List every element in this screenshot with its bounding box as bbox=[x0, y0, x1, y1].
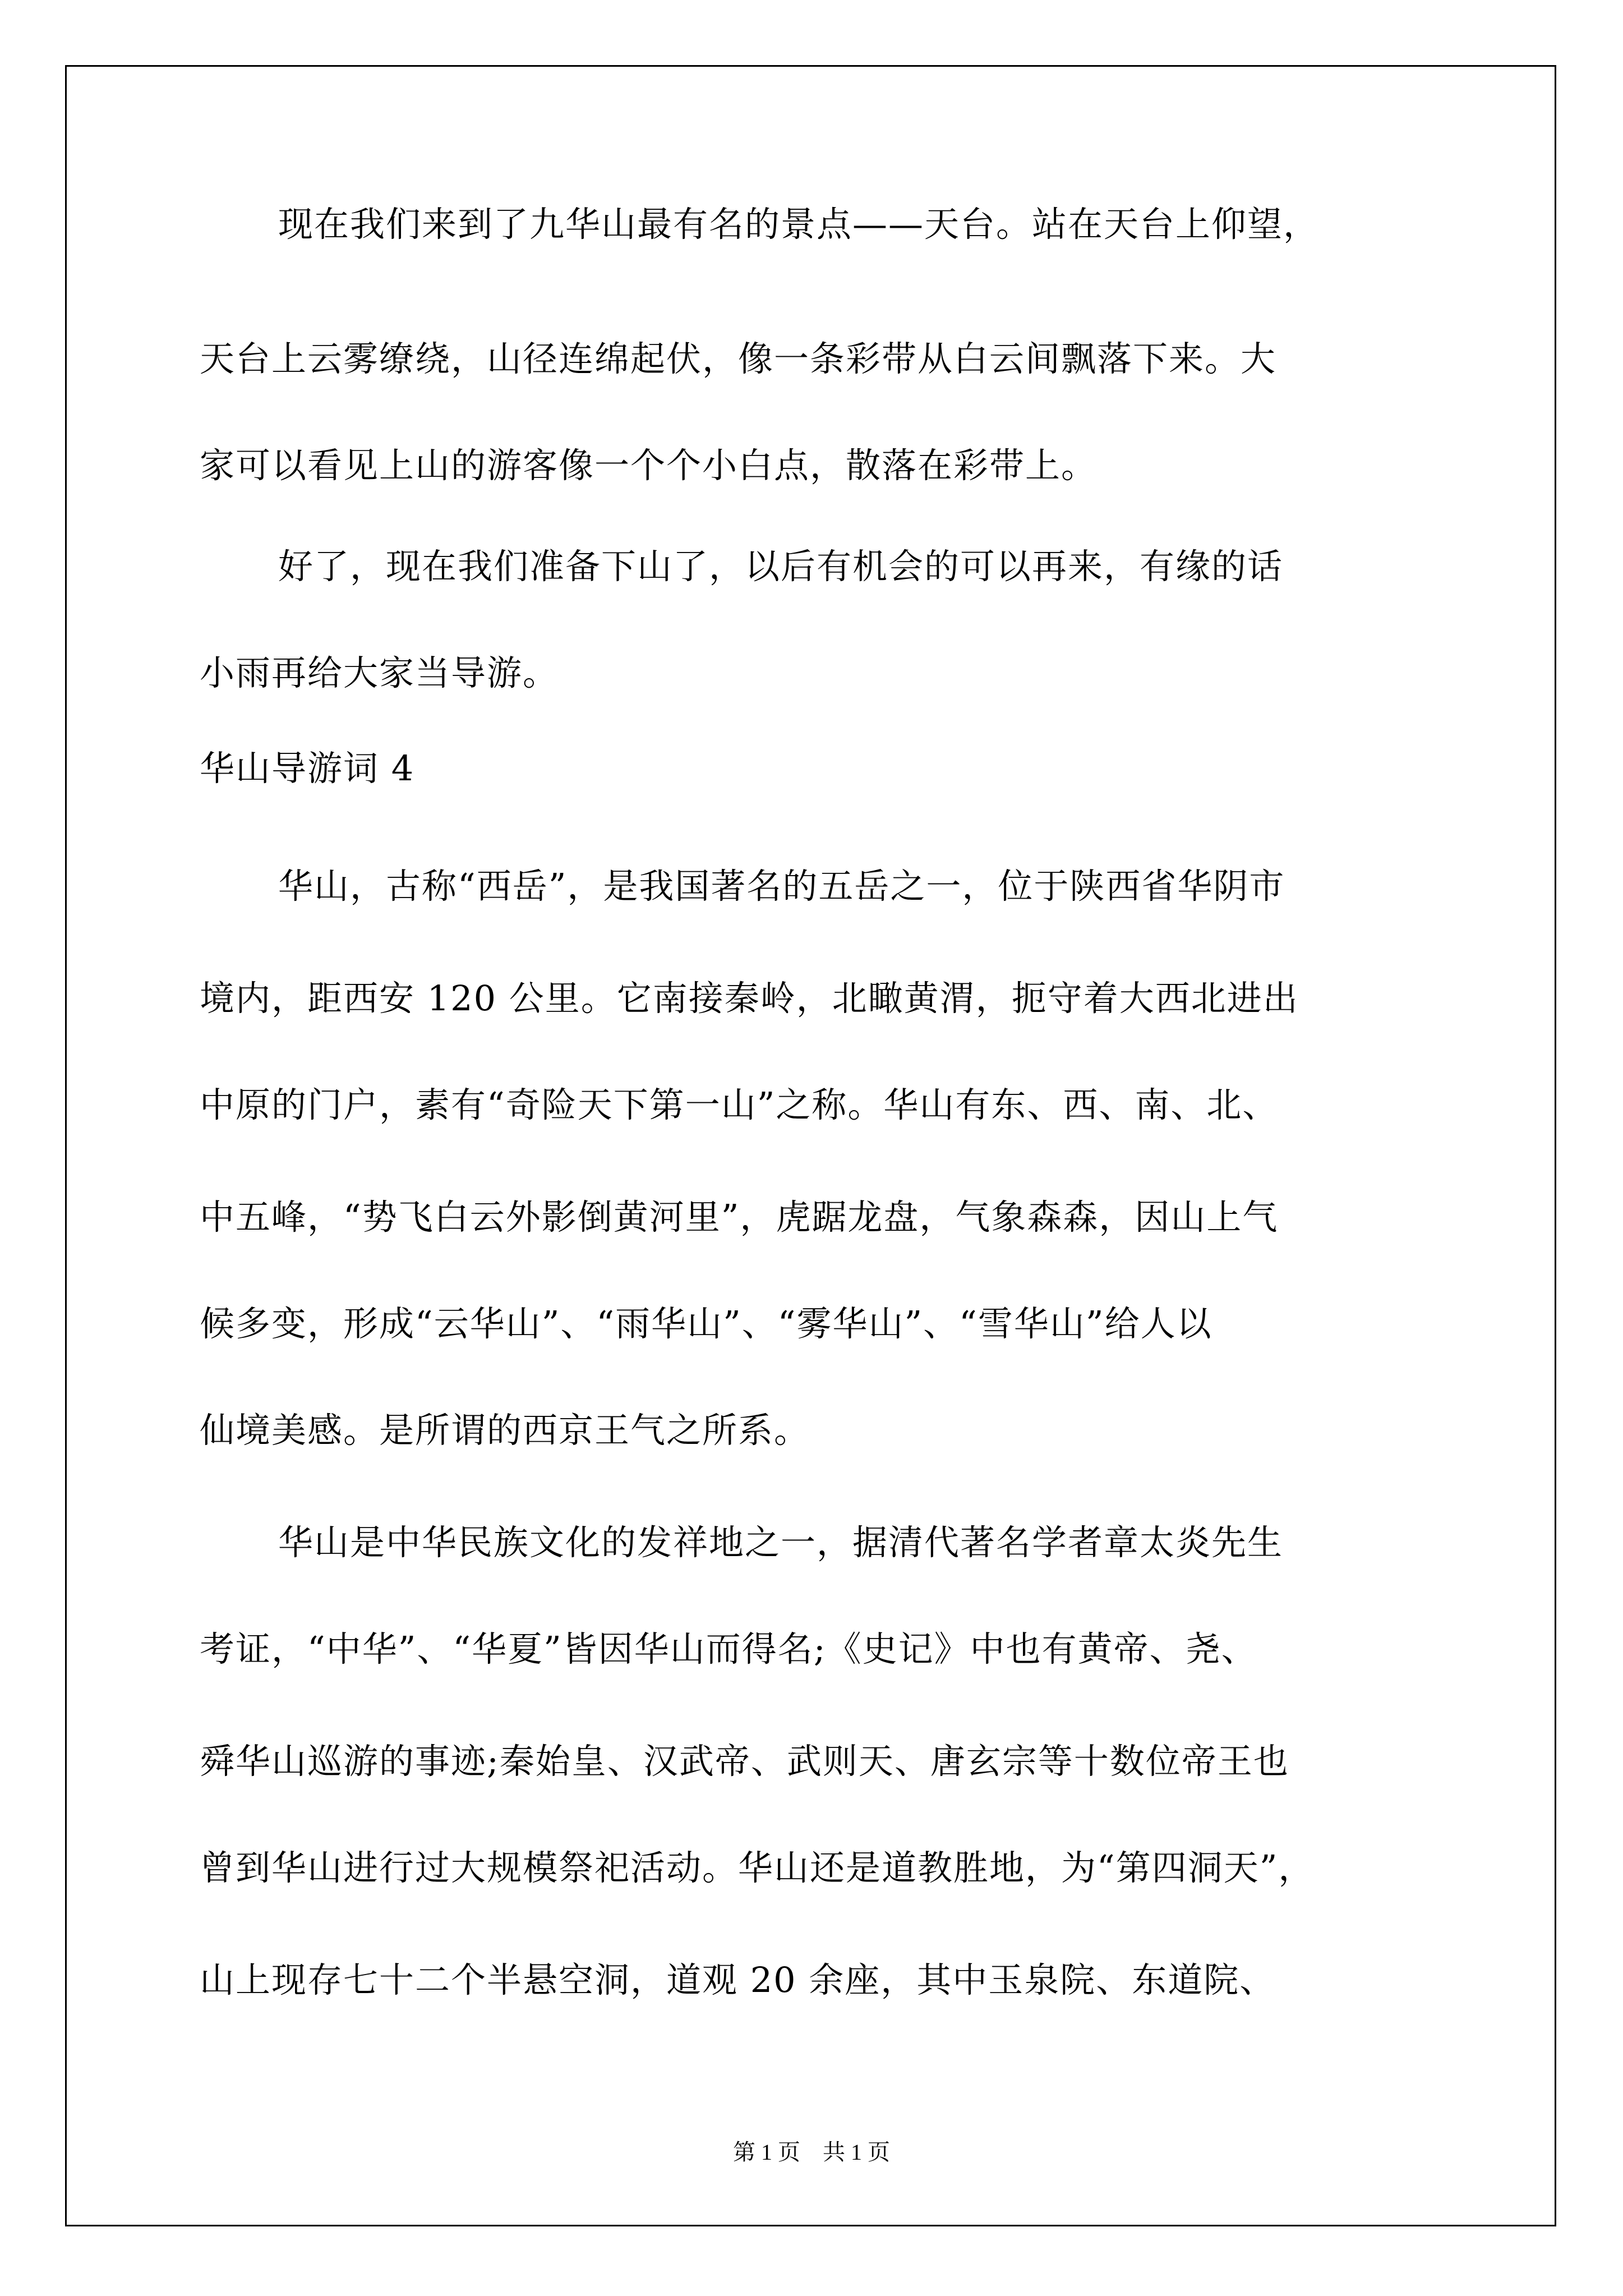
page-footer: 第 1 页 共 1 页 bbox=[733, 2139, 890, 2165]
text-line: 天台上云雾缭绕，山径连绵起伏，像一条彩带从白云间飘落下来。大 bbox=[200, 338, 1277, 379]
text-line: 考证，“中华”、“华夏”皆因华山而得名;《史记》中也有黄帝、尧、 bbox=[200, 1628, 1257, 1669]
text-line: 中五峰，“势飞白云外影倒黄河里”，虎踞龙盘，气象森森，因山上气 bbox=[200, 1197, 1279, 1237]
text-line: 曾到华山进行过大规模祭祀活动。华山还是道教胜地，为“第四洞天”， bbox=[200, 1847, 1315, 1888]
text-line: 中原的门户，素有“奇险天下第一山”之称。华山有东、西、南、北、 bbox=[200, 1084, 1279, 1125]
text-line: 小雨再给大家当导游。 bbox=[200, 652, 559, 693]
section-heading: 华山导游词 4 bbox=[200, 748, 415, 789]
text-line: 华山是中华民族文化的发祥地之一，据清代著名学者章太炎先生 bbox=[278, 1522, 1284, 1563]
text-line: 境内，距西安 120 公里。它南接秦岭，北瞰黄渭，扼守着大西北进出 bbox=[200, 978, 1299, 1019]
text-line: 舜华山巡游的事迹;秦始皇、汉武帝、武则天、唐玄宗等十数位帝王也 bbox=[200, 1741, 1289, 1782]
text-line: 仙境美感。是所谓的西京王气之所系。 bbox=[200, 1410, 810, 1451]
text-line: 候多变，形成“云华山”、“雨华山”、“雾华山”、“雪华山”给人以 bbox=[200, 1303, 1212, 1344]
text-line: 现在我们来到了九华山最有名的景点——天台。站在天台上仰望， bbox=[278, 204, 1320, 245]
page-border bbox=[65, 65, 1556, 2226]
text-line: 好了，现在我们准备下山了，以后有机会的可以再来，有缘的话 bbox=[278, 546, 1284, 587]
text-line: 山上现存七十二个半悬空洞，道观 20 余座，其中玉泉院、东道院、 bbox=[200, 1959, 1276, 2000]
text-line: 华山，古称“西岳”，是我国著名的五岳之一，位于陕西省华阴市 bbox=[278, 866, 1285, 907]
text-line: 家可以看见上山的游客像一个个小白点，散落在彩带上。 bbox=[200, 445, 1098, 486]
